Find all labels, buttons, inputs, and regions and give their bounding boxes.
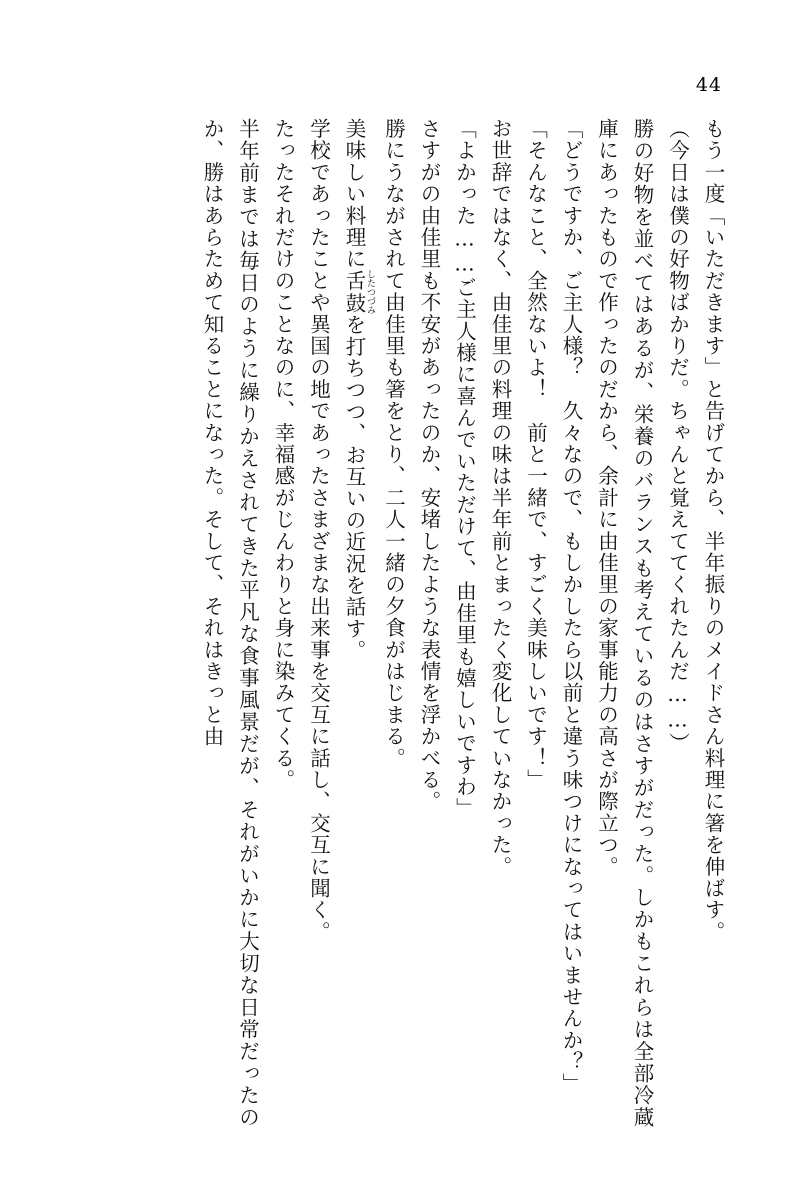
paragraph: お世辞ではなく、由佳里の料理の味は半年前とまったく変化していなかった。 — [488, 118, 512, 878]
paragraph: 「よかった……ご主人様に喜んでいただけて、由佳里も嬉しいですわ」 — [452, 118, 477, 820]
paragraph: （今日は僕の好物ばかりだ。ちゃんと覚えててくれたんだ……） — [665, 118, 690, 755]
paragraph: もう一度「いただきます」と告げてから、半年振りのメイドさん料理に箸を伸ばす。 — [701, 118, 725, 943]
paragraph: 半年前までは毎日のように繰りかえされてきた平凡な食事風景だが、それがいかに大切な日常だったのか、勝はあらためて知ることになった。そして、それはきっと由 — [200, 118, 260, 1128]
paragraph: 「そんなこと、全然ないよ！ 前と一緒で、すごく美味しいです！」 — [523, 118, 548, 791]
paragraph: 勝の好物を並べてはあるが、栄養のバランスも考えているのはさすがだった。しかもこれらは全部冷蔵庫にあったもので作ったのだから、余計に由佳里の家事能力の高さが際立つ。 — [594, 118, 654, 1128]
page-number: 44 — [695, 74, 722, 96]
paragraph: さすがの由佳里も不安があったのか、安堵したような表情を浮かべる。 — [417, 118, 441, 813]
paragraph: 「どうですか、ご主人様？ 久々なので、もしかしたら以前と違う味つけになってはいませんか？」 — [559, 118, 583, 1095]
paragraph: 学校であったことや異国の地であったさまざまな出来事を交互に話し、交互に聞く。 — [306, 118, 331, 943]
paragraph-with-ruby: 美味しい料理に舌鼓 したつづみを打ちつつ、お互いの近況を話す。 — [342, 118, 375, 662]
paragraph: 勝にうながされて由佳里も箸をとり、二人一緒の夕食がはじまる。 — [381, 118, 406, 769]
paragraph: たったそれだけのことなのに、幸福感がじんわりと身に染みてくる。 — [271, 118, 295, 791]
body-text-column — [70, 118, 730, 1128]
